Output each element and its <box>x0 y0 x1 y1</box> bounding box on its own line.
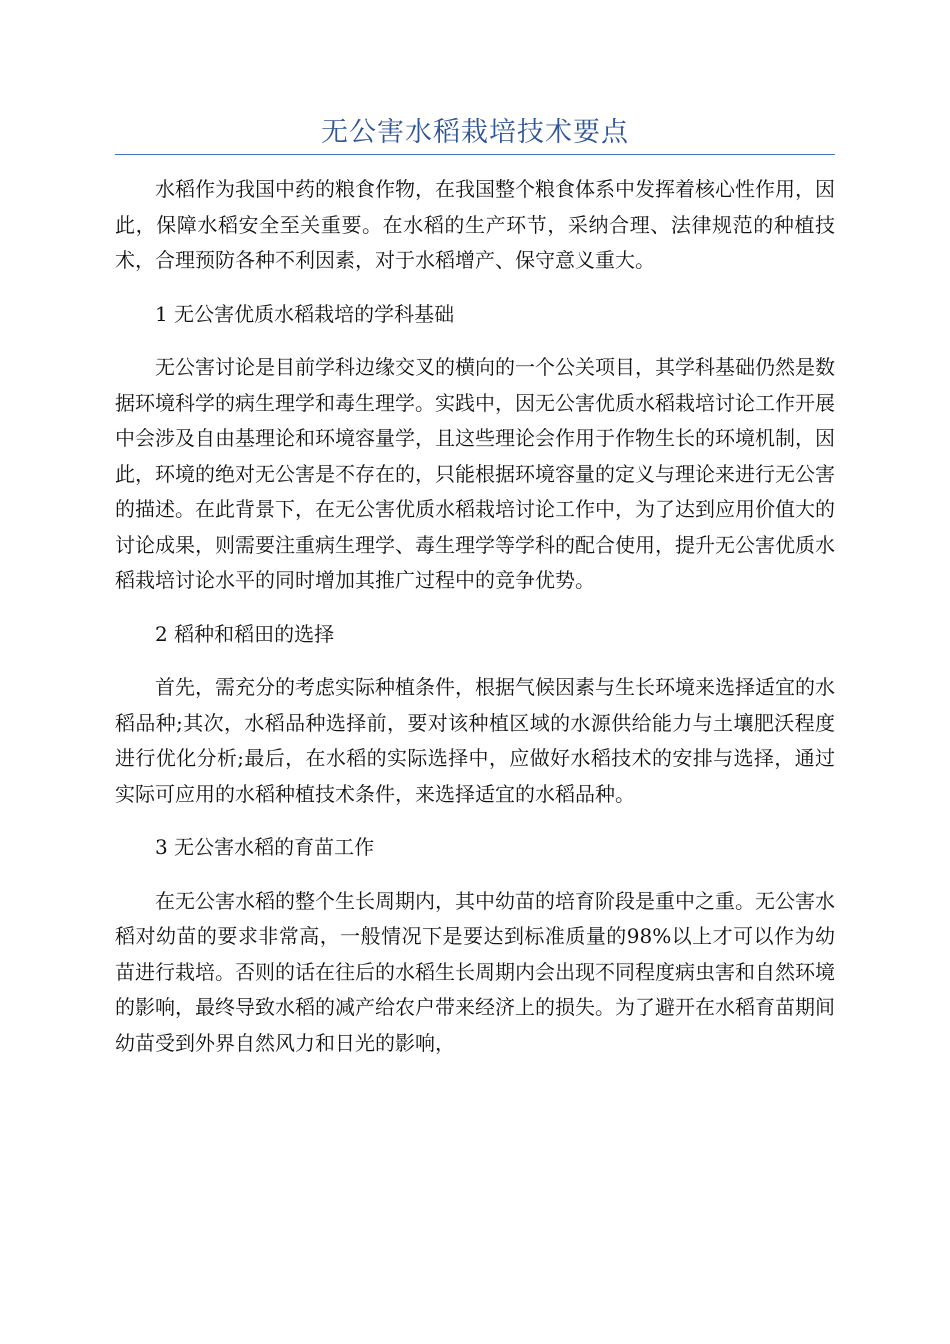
section-1-paragraph: 无公害讨论是目前学科边缘交叉的横向的一个公关项目，其学科基础仍然是数据环境科学的病生理学和毒生理学。实践中，因无公害优质水稻栽培讨论工作开展中会涉及自由基理论和环境容量学，且这些理论会作用于作物生长的环境机制，因此，环境的绝对无公害是不存在的，只能根据环境容量的定义与理论来进行无公害的描述。在此背景下，在无公害优质水稻栽培讨论工作中，为了达到应用价值大的讨论成果，则需要注重病生理学、毒生理学等学科的配合使用，提升无公害优质水稻栽培讨论水平的同时增加其推广过程中的竞争优势。 <box>115 355 835 592</box>
section-heading-1: 1 无公害优质水稻栽培的学科基础 <box>155 301 455 326</box>
paragraph-spacer <box>115 812 835 830</box>
paragraph-spacer <box>115 332 835 350</box>
page-title: 无公害水稻栽培技术要点 <box>321 117 629 148</box>
section-heading-2: 2 稻种和稻田的选择 <box>155 621 335 646</box>
paragraph-spacer <box>115 279 835 297</box>
section-2-paragraph: 首先，需充分的考虑实际种植条件，根据气候因素与生长环境来选择适宜的水稻品种;其次，水稻品种选择前，要对该种植区域的水源供给能力与土壤肥沃程度进行优化分析;最后，在水稻的实际选择中，应做好水稻技术的安排与选择，通过实际可应用的水稻种植技术条件，来选择适宜的水稻品种。 <box>115 675 835 806</box>
paragraph-spacer <box>115 866 835 884</box>
paragraph-spacer <box>115 652 835 670</box>
section-3-paragraph: 在无公害水稻的整个生长周期内，其中幼苗的培育阶段是重中之重。无公害水稻对幼苗的要求非常高，一般情况下是要达到标准质量的98%以上才可以作为幼苗进行栽培。否则的话在往后的水稻生长周期内会出现不同程度病虫害和自然环境的影响，最终导致水稻的减产给农户带来经济上的损失。为了避开在水稻育苗期间幼苗受到外界自然风力和日光的影响， <box>115 888 835 1055</box>
paragraph-spacer <box>115 599 835 617</box>
section-heading-3: 3 无公害水稻的育苗工作 <box>155 835 375 859</box>
intro-paragraph: 水稻作为我国中药的粮食作物，在我国整个粮食体系中发挥着核心性作用，因此，保障水稻安全至关重要。在水稻的生产环节，采纳合理、法律规范的种植技术，合理预防各种不利因素，对于水稻增产、保守意义重大。 <box>115 177 835 272</box>
title-underline <box>115 154 835 155</box>
document-body <box>115 172 835 1061</box>
